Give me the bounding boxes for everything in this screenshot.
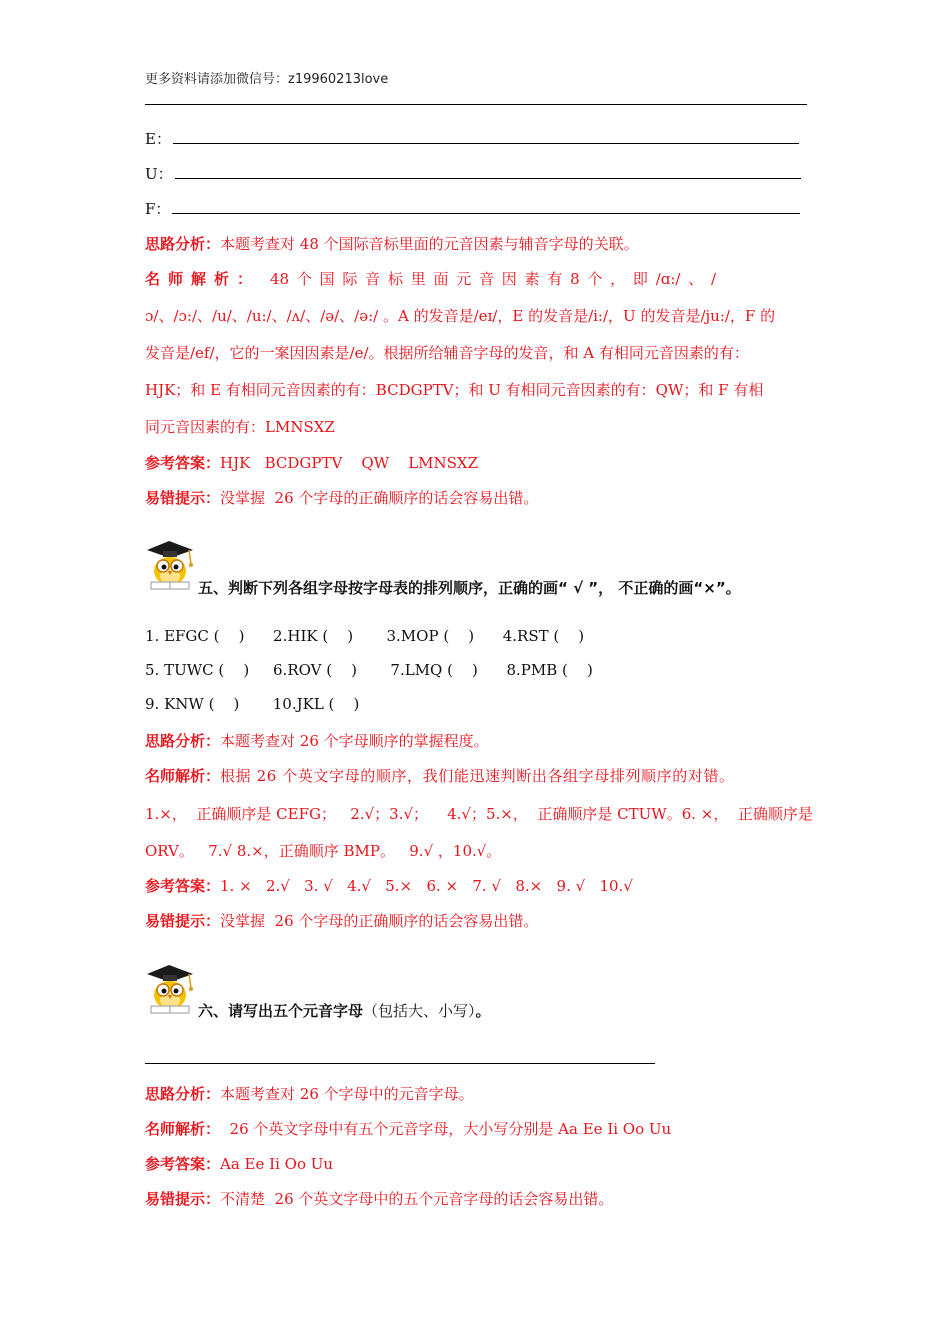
analysis-4 [145, 233, 639, 254]
fill-line-u [145, 163, 801, 184]
teacher-6 [145, 1118, 671, 1139]
teacher-4-line5: 同元音因素的有：LMNSXZ [145, 418, 335, 436]
teacher-5-line2: 1.×， 正确顺序是 CEFG； 2.√；3.√； 4.√；5.×， 正确顺序是 CTUW。6. ×， 正确顺序是 [145, 805, 813, 823]
teacher-label: 名师解析： [145, 767, 221, 785]
fill-line-label: U： [145, 165, 173, 183]
teacher-4-line4: HJK；和 E 有相同元音因素的有：BCDGPTV；和 U 有相同元音因素的有：QW；和 F 有相 [145, 381, 764, 399]
analysis-text: 本题考查对 26 个字母顺序的掌握程度。 [220, 732, 489, 750]
answer-blank[interactable] [173, 143, 799, 144]
tip-label: 易错提示： [145, 1190, 221, 1208]
tip-label: 易错提示： [145, 912, 221, 930]
answer-5 [145, 875, 633, 896]
answer-6 [145, 1153, 333, 1174]
answer-text: Aa Ee Ii Oo Uu [220, 1155, 334, 1173]
answer-text: HJK BCDGPTV QW LMNSXZ [220, 454, 479, 472]
answer-label: 参考答案： [145, 877, 221, 895]
tip-6 [145, 1188, 613, 1209]
answer-label: 参考答案： [145, 454, 221, 472]
answer-blank[interactable] [172, 213, 800, 214]
answer-blank[interactable] [175, 178, 801, 179]
question-row-3: 9. KNW ( ) 10.JKL ( ) [145, 695, 360, 713]
section6-title-note: （包括大、小写） [363, 1002, 476, 1020]
teacher-text: 根据 26 个英文字母的顺序，我们能迅速判断出各组字母排列顺序的对错。 [220, 767, 735, 785]
question-row-2: 5. TUWC ( ) 6.ROV ( ) 7.LMQ ( ) 8.PMB ( ) [145, 661, 593, 679]
analysis-5 [145, 730, 489, 751]
fill-line-label: E： [145, 130, 171, 148]
teacher-4-line3: 发音是/ef/，它的一案因因素是/e/。根据所给辅音字母的发音，和 A 有相同元音因素的有： [145, 344, 749, 362]
analysis-label: 思路分析： [145, 1085, 221, 1103]
section6-title [198, 1000, 491, 1021]
tip-label: 易错提示： [145, 489, 221, 507]
tip-text: 没掌握 26 个字母的正确顺序的话会容易出错。 [220, 489, 539, 507]
teacher-label: 名师解析： [145, 1120, 221, 1138]
owl-graduate-icon [143, 538, 197, 592]
answer-4 [145, 452, 478, 473]
teacher-text: 48 个 国 际 音 标 里 面 元 音 因 素 有 8 个 ， 即 /ɑ:/ 、 / [270, 270, 717, 288]
answer-blank[interactable] [145, 1063, 655, 1064]
tip-5 [145, 910, 538, 931]
tip-text: 没掌握 26 个字母的正确顺序的话会容易出错。 [220, 912, 539, 930]
analysis-text: 本题考查对 26 个字母中的元音字母。 [220, 1085, 474, 1103]
section6-title-end: 。 [475, 1002, 491, 1020]
fill-line-e [145, 128, 799, 149]
analysis-text: 本题考查对 48 个国际音标里面的元音因素与辅音字母的关联。 [220, 235, 639, 253]
answer-text: 1. × 2.√ 3. √ 4.√ 5.× 6. × 7. √ 8.× 9. √ 10.√ [220, 877, 633, 895]
teacher-5-line1 [145, 765, 735, 786]
teacher-4-line2: ɔ/、/ɔ:/、/u/、/u:/、/ʌ/、/ə/、/ə:/ 。A 的发音是/eɪ/，E 的发音是/i:/，U 的发音是/ju:/，F 的 [145, 307, 776, 325]
section5-title: 五、判断下列各组字母按字母表的排列顺序，正确的画“ √ ”， 不正确的画“×”。 [198, 579, 741, 597]
teacher-5-line3: ORV。 7.√ 8.×，正确顺序 BMP。 9.√ ，10.√。 [145, 842, 502, 860]
answer-label: 参考答案： [145, 1155, 221, 1173]
owl-graduate-icon [143, 962, 197, 1016]
analysis-label: 思路分析： [145, 235, 221, 253]
question-row-1: 1. EFGC ( ) 2.HIK ( ) 3.MOP ( ) 4.RST ( ) [145, 627, 585, 645]
teacher-text: 26 个英文字母中有五个元音字母，大小写分别是 Aa Ee Ii Oo Uu [220, 1120, 672, 1138]
fill-line-label: F： [145, 200, 171, 218]
fill-line-f [145, 198, 800, 219]
page-header: 更多资料请添加微信号：z19960213love [145, 72, 389, 87]
tip-text: 不清楚 26 个英文字母中的五个元音字母的话会容易出错。 [220, 1190, 614, 1208]
teacher-label: 名师解析： [145, 270, 261, 288]
teacher-4-line1 [145, 268, 807, 289]
analysis-label: 思路分析： [145, 732, 221, 750]
tip-4 [145, 487, 538, 508]
analysis-6 [145, 1083, 474, 1104]
section6-title-main: 六、请写出五个元音字母 [198, 1002, 364, 1020]
header-divider [145, 104, 807, 105]
